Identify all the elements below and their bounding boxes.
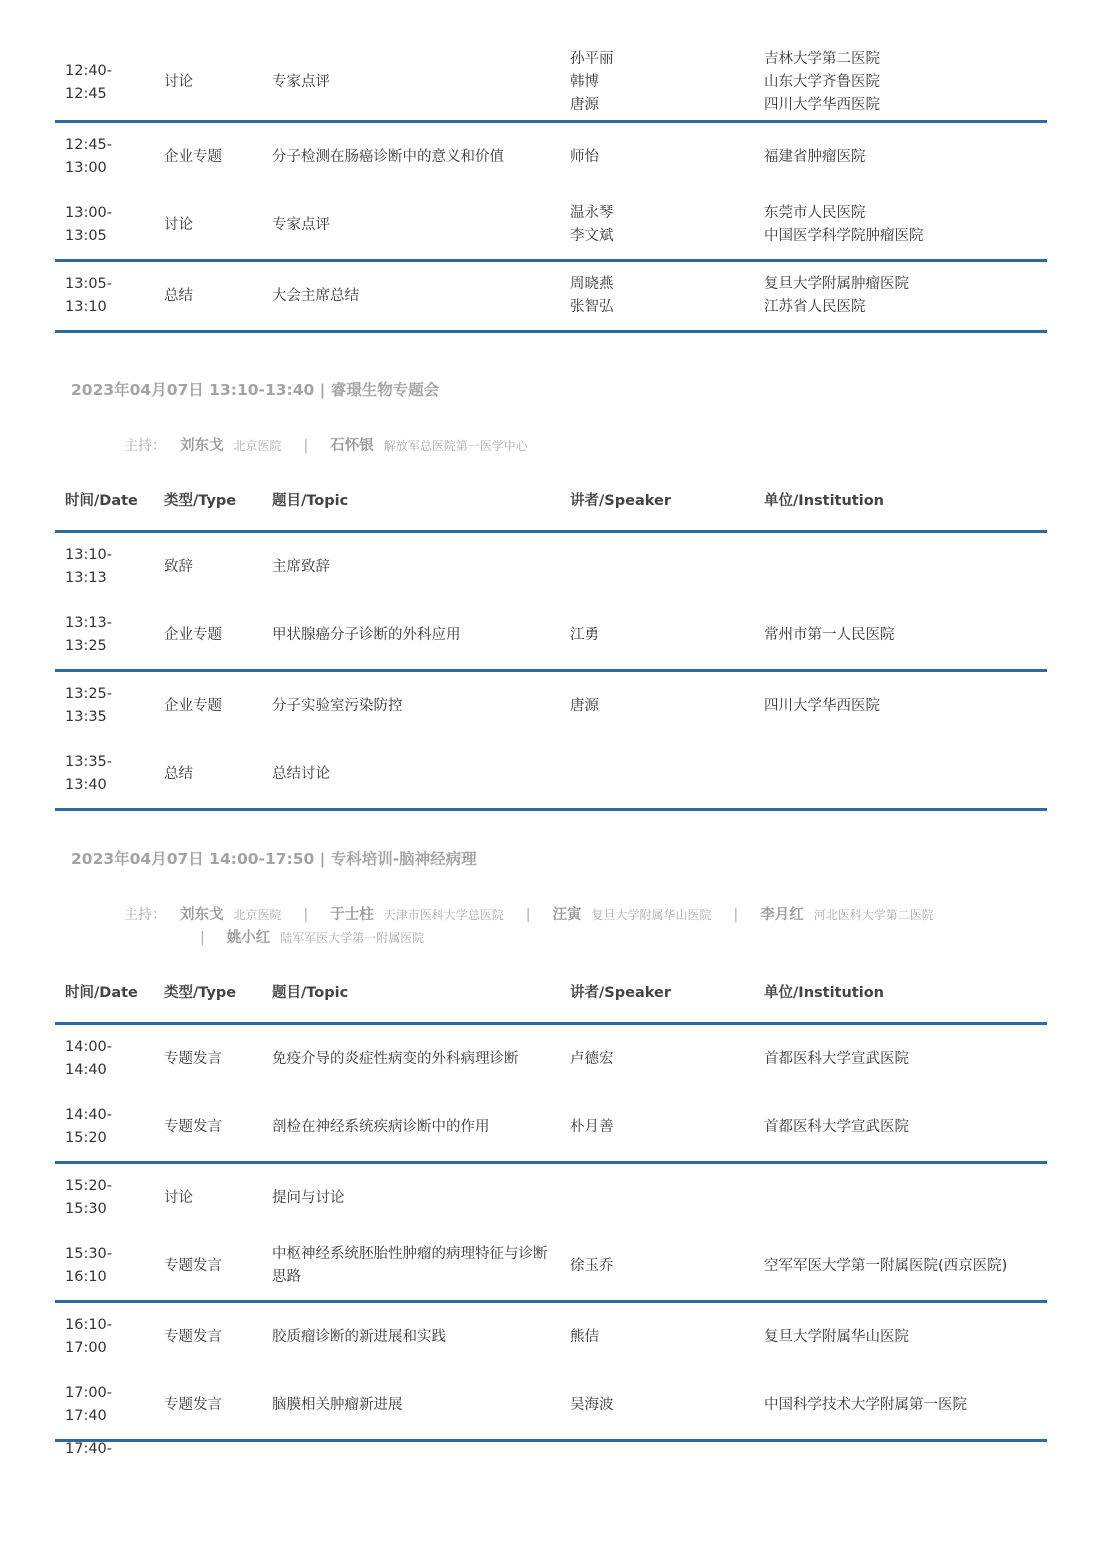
time-cell-line: 17:00- — [65, 1385, 113, 1401]
topic-cell — [272, 123, 552, 191]
table-row — [55, 601, 1047, 669]
type-cell-text: 总结 — [164, 287, 193, 304]
time-cell-lines — [65, 1036, 112, 1082]
type-cell — [164, 1093, 264, 1161]
topic-cell-text: 免疫介导的炎症性病变的外科病理诊断 — [272, 1050, 519, 1067]
institution-cell — [764, 740, 1054, 808]
time-cell — [65, 672, 155, 740]
session-3-hosts — [124, 904, 934, 950]
host-institution: 北京医院 — [233, 439, 282, 453]
host-name: 石怀银 — [330, 438, 374, 454]
institution-cell-line: 四川大学华西医院 — [764, 697, 880, 714]
speaker-cell-line: 周晓燕 — [570, 276, 614, 292]
speaker-cell-line: 唐源 — [570, 697, 599, 714]
institution-cell-lines — [764, 695, 880, 718]
institution-cell — [764, 1371, 1054, 1439]
institution-cell — [764, 262, 1054, 330]
time-cell — [65, 1164, 155, 1232]
topic-cell-text: 主席致辞 — [272, 558, 330, 575]
topic-cell-text: 胶质瘤诊断的新进展和实践 — [272, 1328, 446, 1345]
institution-cell-line: 吉林大学第二医院 — [764, 51, 880, 67]
host-separator: | — [303, 907, 309, 923]
institution-cell-line: 中国医学科学院肿瘤医院 — [764, 228, 924, 244]
speaker-cell — [570, 533, 750, 601]
time-cell-line: 14:40- — [65, 1107, 113, 1123]
table-row — [55, 740, 1047, 808]
topic-cell — [272, 1093, 552, 1161]
institution-cell — [764, 1164, 1054, 1232]
institution-cell-line: 东莞市人民医院 — [764, 205, 866, 221]
type-cell-text: 致辞 — [164, 558, 193, 575]
time-cell — [65, 601, 155, 669]
header-speaker — [570, 472, 750, 530]
header-type — [164, 472, 264, 530]
time-cell-line: 12:40- — [65, 62, 113, 79]
time-cell-lines — [65, 612, 112, 658]
time-cell-lines — [65, 60, 112, 106]
topic-cell-text: 分子实验室污染防控 — [272, 697, 403, 714]
time-cell-line: 13:25 — [65, 638, 107, 654]
time-cell-line: 14:00- — [65, 1039, 113, 1055]
time-cell-lines — [65, 1243, 112, 1289]
session-3-title: 2023年04月07日 14:00-17:50 | 专科培训-脑神经病理 — [71, 850, 477, 868]
time-cell-line: 13:40 — [65, 777, 107, 793]
time-cell-lines — [65, 751, 112, 797]
header-speaker — [570, 964, 750, 1022]
type-cell — [164, 533, 264, 601]
time-cell — [65, 1093, 155, 1161]
host-label: 主持： — [124, 438, 166, 454]
table-row — [55, 672, 1047, 740]
time-cell-lines — [65, 273, 112, 319]
speaker-cell — [570, 1093, 750, 1161]
speaker-cell-lines — [570, 1255, 614, 1278]
speaker-cell-lines — [570, 202, 614, 248]
time-cell-lines — [65, 1104, 112, 1150]
topic-cell-text: 总结讨论 — [272, 765, 330, 782]
time-cell-line: 15:20- — [65, 1178, 113, 1194]
speaker-cell-lines — [570, 48, 614, 117]
type-cell-text: 企业专题 — [164, 148, 222, 165]
row-group — [55, 123, 1047, 262]
time-cell-line: 15:30- — [65, 1246, 113, 1262]
header-type — [164, 964, 264, 1022]
topic-cell — [272, 1371, 552, 1439]
type-cell — [164, 740, 264, 808]
header-time — [65, 964, 155, 1022]
host-institution: 北京医院 — [233, 908, 282, 922]
speaker-cell — [570, 601, 750, 669]
topic-cell — [272, 1025, 552, 1093]
speaker-cell — [570, 45, 750, 120]
table-row — [55, 1093, 1047, 1161]
header-time-text: 时间/Date — [65, 492, 138, 509]
type-cell — [164, 1164, 264, 1232]
institution-cell-lines — [764, 1048, 909, 1071]
table-header — [55, 472, 1047, 533]
topic-cell — [272, 191, 552, 259]
institution-cell-line: 福建省肿瘤医院 — [764, 148, 866, 165]
table-row — [55, 262, 1047, 330]
institution-cell-line: 江苏省人民医院 — [764, 299, 866, 315]
institution-cell-line: 常州市第一人民医院 — [764, 626, 895, 643]
row-group — [55, 45, 1047, 123]
table-row — [55, 1303, 1047, 1371]
institution-cell-lines — [764, 1255, 1007, 1278]
host-separator: | — [200, 930, 205, 946]
type-cell-text: 专题发言 — [164, 1257, 222, 1274]
agenda-block-3 — [55, 964, 1047, 1442]
row-group — [55, 1025, 1047, 1164]
speaker-cell — [570, 123, 750, 191]
institution-cell — [764, 1303, 1054, 1371]
header-institution — [764, 472, 1054, 530]
time-cell-line: 16:10 — [65, 1269, 107, 1285]
time-cell-line: 14:40 — [65, 1062, 107, 1078]
trailing-time: 17:40- — [65, 1441, 113, 1457]
host-institution: 天津市医科大学总医院 — [383, 908, 504, 922]
institution-cell — [764, 601, 1054, 669]
row-group — [55, 1164, 1047, 1303]
table-row — [55, 533, 1047, 601]
institution-cell — [764, 1093, 1054, 1161]
agenda-block-1 — [55, 45, 1047, 333]
row-group — [55, 1303, 1047, 1442]
type-cell-text: 企业专题 — [164, 697, 222, 714]
speaker-cell — [570, 1303, 750, 1371]
institution-cell-line: 山东大学齐鲁医院 — [764, 74, 880, 90]
time-cell — [65, 1025, 155, 1093]
topic-cell — [272, 1303, 552, 1371]
speaker-cell-line: 师怡 — [570, 148, 599, 165]
speaker-cell-line: 朴月善 — [570, 1118, 614, 1135]
time-cell-line: 13:35 — [65, 709, 107, 725]
host-name: 姚小红 — [226, 930, 271, 946]
time-cell-line: 13:13 — [65, 570, 107, 586]
speaker-cell-lines — [570, 1048, 614, 1071]
table-row — [55, 1025, 1047, 1093]
speaker-cell — [570, 191, 750, 259]
host-institution: 复旦大学附属华山医院 — [591, 908, 712, 922]
topic-cell — [272, 1164, 552, 1232]
header-institution-text: 单位/Institution — [764, 984, 884, 1001]
topic-cell-text: 中枢神经系统胚胎性肿瘤的病理特征与诊断思路 — [272, 1246, 548, 1285]
table-row — [55, 45, 1047, 120]
time-cell-lines — [65, 1175, 112, 1221]
time-cell-lines — [65, 202, 112, 248]
speaker-cell-line: 温永琴 — [570, 205, 614, 221]
table-row — [55, 1164, 1047, 1232]
table-header — [55, 964, 1047, 1025]
topic-cell — [272, 45, 552, 120]
time-cell-line: 16:10- — [65, 1317, 113, 1333]
topic-cell-text: 专家点评 — [272, 216, 330, 233]
host-name: 汪寅 — [552, 907, 582, 923]
speaker-cell-line: 韩博 — [570, 74, 599, 90]
topic-cell — [272, 262, 552, 330]
table-row — [55, 191, 1047, 259]
speaker-cell-lines — [570, 624, 599, 647]
table-row — [55, 1232, 1047, 1300]
host-name: 李月红 — [760, 907, 804, 923]
type-cell — [164, 191, 264, 259]
header-time — [65, 472, 155, 530]
speaker-cell-line: 张智弘 — [570, 299, 614, 315]
institution-cell-lines — [764, 202, 924, 248]
host-separator: | — [733, 907, 739, 923]
type-cell — [164, 123, 264, 191]
type-cell-text: 专题发言 — [164, 1050, 222, 1067]
time-cell — [65, 740, 155, 808]
table-row — [55, 123, 1047, 191]
session-2-hosts — [124, 435, 528, 458]
header-topic — [272, 472, 552, 530]
header-speaker-text: 讲者/Speaker — [570, 492, 671, 509]
header-topic-text: 题目/Topic — [272, 984, 349, 1001]
institution-cell-line: 复旦大学附属肿瘤医院 — [764, 276, 909, 292]
speaker-cell-lines — [570, 695, 599, 718]
type-cell — [164, 262, 264, 330]
speaker-cell-line: 江勇 — [570, 626, 599, 643]
topic-cell — [272, 601, 552, 669]
type-cell-text: 讨论 — [164, 1189, 193, 1206]
topic-cell — [272, 533, 552, 601]
speaker-cell-line: 唐源 — [570, 97, 599, 113]
type-cell — [164, 45, 264, 120]
topic-cell-text: 剖检在神经系统疾病诊断中的作用 — [272, 1118, 490, 1135]
host-separator: | — [303, 438, 309, 454]
time-cell — [65, 45, 155, 120]
institution-cell-lines — [764, 273, 909, 319]
speaker-cell-line: 孙平丽 — [570, 51, 614, 67]
host-institution: 解放军总医院第一医学中心 — [383, 439, 528, 453]
host-name: 刘东戈 — [180, 438, 224, 454]
time-cell-line: 13:00- — [65, 205, 113, 221]
time-cell-line: 13:00 — [65, 160, 107, 176]
topic-cell-text: 提问与讨论 — [272, 1189, 345, 1206]
type-cell — [164, 1232, 264, 1300]
time-cell-line: 17:00 — [65, 1340, 107, 1356]
header-type-text: 类型/Type — [164, 492, 237, 509]
session-2-title: 2023年04月07日 13:10-13:40 | 睿璟生物专题会 — [71, 381, 440, 399]
host-name: 于士柱 — [330, 907, 374, 923]
header-type-text: 类型/Type — [164, 984, 237, 1001]
type-cell-text: 企业专题 — [164, 626, 222, 643]
speaker-cell — [570, 1164, 750, 1232]
time-cell-line: 13:13- — [65, 615, 113, 631]
header-speaker-text: 讲者/Speaker — [570, 984, 671, 1001]
topic-cell-text: 大会主席总结 — [272, 287, 359, 304]
agenda-block-2 — [55, 472, 1047, 811]
table-row — [55, 1371, 1047, 1439]
institution-cell — [764, 191, 1054, 259]
speaker-cell-lines — [570, 146, 599, 169]
institution-cell — [764, 1232, 1054, 1300]
speaker-cell-lines — [570, 273, 614, 319]
time-cell-lines — [65, 683, 112, 729]
speaker-cell — [570, 740, 750, 808]
topic-cell-text: 脑膜相关肿瘤新进展 — [272, 1396, 403, 1413]
topic-cell — [272, 740, 552, 808]
speaker-cell — [570, 672, 750, 740]
institution-cell — [764, 1025, 1054, 1093]
topic-cell — [272, 672, 552, 740]
time-cell — [65, 533, 155, 601]
time-cell-line: 13:35- — [65, 754, 113, 770]
type-cell — [164, 1025, 264, 1093]
header-time-text: 时间/Date — [65, 984, 138, 1001]
topic-cell — [272, 1232, 552, 1300]
speaker-cell-line: 吴海波 — [570, 1396, 614, 1413]
institution-cell-lines — [764, 1394, 967, 1417]
time-cell-line: 13:10 — [65, 299, 107, 315]
header-topic — [272, 964, 552, 1022]
time-cell — [65, 123, 155, 191]
time-cell-line: 15:30 — [65, 1201, 107, 1217]
institution-cell-lines — [764, 146, 866, 169]
type-cell-text: 讨论 — [164, 74, 193, 90]
topic-cell-text: 甲状腺癌分子诊断的外科应用 — [272, 626, 461, 643]
speaker-cell-lines — [570, 1394, 614, 1417]
row-group — [55, 672, 1047, 811]
institution-cell-line: 空军军医大学第一附属医院(西京医院) — [764, 1257, 1008, 1274]
institution-cell — [764, 123, 1054, 191]
institution-cell-line: 四川大学华西医院 — [764, 97, 880, 113]
institution-cell — [764, 533, 1054, 601]
type-cell-text: 专题发言 — [164, 1328, 222, 1345]
header-institution-text: 单位/Institution — [764, 492, 884, 509]
institution-cell-lines — [764, 48, 880, 117]
institution-cell-line: 中国科学技术大学附属第一医院 — [764, 1396, 967, 1413]
time-cell-line: 12:45- — [65, 137, 113, 153]
time-cell — [65, 262, 155, 330]
time-cell-line: 13:05 — [65, 228, 107, 244]
header-institution — [764, 964, 1054, 1022]
time-cell-lines — [65, 544, 112, 590]
type-cell — [164, 1371, 264, 1439]
institution-cell — [764, 45, 1054, 120]
speaker-cell — [570, 262, 750, 330]
institution-cell — [764, 672, 1054, 740]
time-cell-line: 13:05- — [65, 276, 113, 292]
host-institution: 河北医科大学第二医院 — [813, 908, 934, 922]
time-cell — [65, 1232, 155, 1300]
type-cell — [164, 1303, 264, 1371]
time-cell-lines — [65, 1314, 112, 1360]
time-cell-line: 13:10- — [65, 547, 113, 563]
speaker-cell — [570, 1025, 750, 1093]
time-cell-line: 13:25- — [65, 686, 113, 702]
institution-cell-lines — [764, 1116, 909, 1139]
type-cell-text: 专题发言 — [164, 1118, 222, 1135]
row-group — [55, 262, 1047, 333]
host-name: 刘东戈 — [180, 907, 224, 923]
speaker-cell-line: 徐玉乔 — [570, 1257, 614, 1274]
type-cell-text: 总结 — [164, 765, 193, 782]
speaker-cell-lines — [570, 1116, 614, 1139]
time-cell-lines — [65, 134, 112, 180]
institution-cell-line: 复旦大学附属华山医院 — [764, 1328, 909, 1345]
time-cell-line: 17:40 — [65, 1408, 107, 1424]
topic-cell-text: 专家点评 — [272, 74, 330, 90]
speaker-cell-lines — [570, 1326, 599, 1349]
time-cell-line: 15:20 — [65, 1130, 107, 1146]
topic-cell-text: 分子检测在肠癌诊断中的意义和价值 — [272, 148, 504, 165]
row-group — [55, 533, 1047, 672]
speaker-cell-line: 卢德宏 — [570, 1050, 614, 1067]
time-cell — [65, 1303, 155, 1371]
institution-cell-lines — [764, 624, 895, 647]
type-cell-text: 讨论 — [164, 216, 193, 233]
host-label: 主持： — [124, 907, 166, 923]
type-cell — [164, 601, 264, 669]
time-cell-line: 12:45 — [65, 85, 107, 102]
header-topic-text: 题目/Topic — [272, 492, 349, 509]
speaker-cell — [570, 1371, 750, 1439]
institution-cell-line: 首都医科大学宣武医院 — [764, 1118, 909, 1135]
speaker-cell — [570, 1232, 750, 1300]
speaker-cell-line: 李文斌 — [570, 228, 614, 244]
host-separator: | — [525, 907, 531, 923]
institution-cell-line: 首都医科大学宣武医院 — [764, 1050, 909, 1067]
type-cell — [164, 672, 264, 740]
type-cell-text: 专题发言 — [164, 1396, 222, 1413]
time-cell — [65, 191, 155, 259]
speaker-cell-line: 熊佶 — [570, 1328, 599, 1345]
host-institution: 陆军军医大学第一附属医院 — [280, 931, 425, 945]
institution-cell-lines — [764, 1326, 909, 1349]
time-cell-lines — [65, 1382, 112, 1428]
time-cell — [65, 1371, 155, 1439]
